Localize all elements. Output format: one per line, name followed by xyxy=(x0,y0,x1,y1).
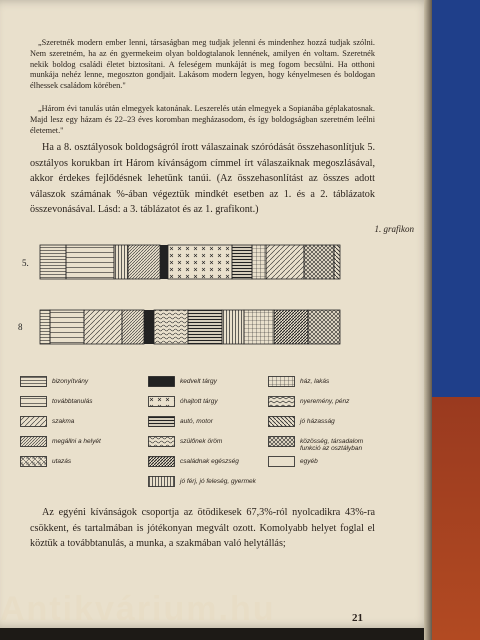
legend-label: szakma xyxy=(52,418,75,425)
legend-swatch-diag-rev xyxy=(268,416,296,428)
legend-swatch-crosshatch xyxy=(268,436,296,448)
legend-swatch-vbars xyxy=(148,476,176,488)
legend-swatch-diag-dense xyxy=(20,436,48,448)
watermark: Antikvárium.hu xyxy=(0,590,276,628)
paragraph-conclusion: Az egyéni kívánságok csoportja az ötödikesek 67,3%-ról nyolcadikra 43%-ra csökkent, és tartalmában is jótékonyan megvált ozott. Komolyabb helyet foglal el köztük a továbbtanulás, a munka, a szakmában való helytállás; xyxy=(30,507,375,549)
legend-label: megállni a helyét xyxy=(52,438,101,445)
legend-swatch-waves xyxy=(148,436,176,448)
bar-grade-5 xyxy=(40,245,340,279)
legend-swatch-blank xyxy=(268,456,296,468)
legend-label: szülőnek öröm xyxy=(180,438,223,445)
page-number: 21 xyxy=(352,612,363,624)
bar-label-8: 8 xyxy=(18,322,23,332)
legend-label: egyéb xyxy=(300,458,318,465)
legend-swatch-diag-heavy xyxy=(148,456,176,468)
legend-swatch-hlines xyxy=(20,376,48,388)
paragraph-intro: Ha a 8. osztályosok boldogságról írott válaszainak szóródását összehasonlítjuk 5. osztályos korukban írt Három kívánságom címmel írt válaszaiknak megoszlásával, akkor érdekes fejlődésnek lehetünk tanúi. (Az összehasonlítást az összes adott válaszok számának %-ában végeztük mindkét esetben az 1. és a 2. táblázatok összevonásával. Lásd: a 3. táblázatot és az 1. grafikont.) xyxy=(30,142,375,215)
legend-swatch-solid xyxy=(148,376,176,388)
figure-label: 1. grafikon xyxy=(374,224,414,234)
legend-label: bizonyítvány xyxy=(52,378,89,385)
legend-swatch-grid xyxy=(268,376,296,388)
bar-label-5: 5. xyxy=(22,258,29,268)
legend-label: továbbtanulás xyxy=(52,398,93,405)
legend-label: ház, lakás xyxy=(300,378,330,385)
quote-2: „Három évi tanulás után elmegyek katonának. Leszerelés után elmegyek a Sopianába géplakatosnak. Majd lesz egy házam és 22–23 éves koromban megházasodom, és így boldogságban szeretném leélni életemet." xyxy=(30,104,375,135)
legend-label: autó, motor xyxy=(180,418,213,425)
legend-label: jó házasság xyxy=(300,418,335,425)
legend-label: óhajtott tárgy xyxy=(180,398,218,405)
legend-label: közösség, társadalom funkció az osztályban xyxy=(300,438,364,452)
legend-swatch-hlines-sparse xyxy=(20,396,48,408)
legend-swatch-zigzag xyxy=(268,396,296,408)
legend-label: kedvelt tárgy xyxy=(180,378,217,385)
legend-label: nyeremény, pénz xyxy=(300,398,350,405)
bar-grade-8 xyxy=(40,310,340,344)
quote-1: „Szeretnék modern ember lenni, társaságban meg tudjak jelenni és mindenhez hozzá tudjak szólni. Nem szeretném, ha az én gyermekeim olyan boldogtalanok lennének, amilyen én voltam. Szeretnék nekik boldog családi életet biztosítani. A feleségem munkáját is meg fogom becsülni. Ha otthoni munkája nehéz lenne, megoszton gondjait. Lakásom modern legyen, hogy kényelmesen és boldogan élhessek családom körében." xyxy=(30,38,375,91)
legend-label: utazás xyxy=(52,458,72,465)
legend-swatch-checker-diag xyxy=(20,456,48,468)
book-cover-edge xyxy=(432,0,480,640)
legend-label: családnak egészség xyxy=(180,458,239,465)
legend-swatch-xmarks xyxy=(148,396,176,408)
legend-swatch-diag xyxy=(20,416,48,428)
legend-label: jó férj, jó feleség, gyermek xyxy=(180,478,256,485)
legend-swatch-hlines-thick xyxy=(148,416,176,428)
